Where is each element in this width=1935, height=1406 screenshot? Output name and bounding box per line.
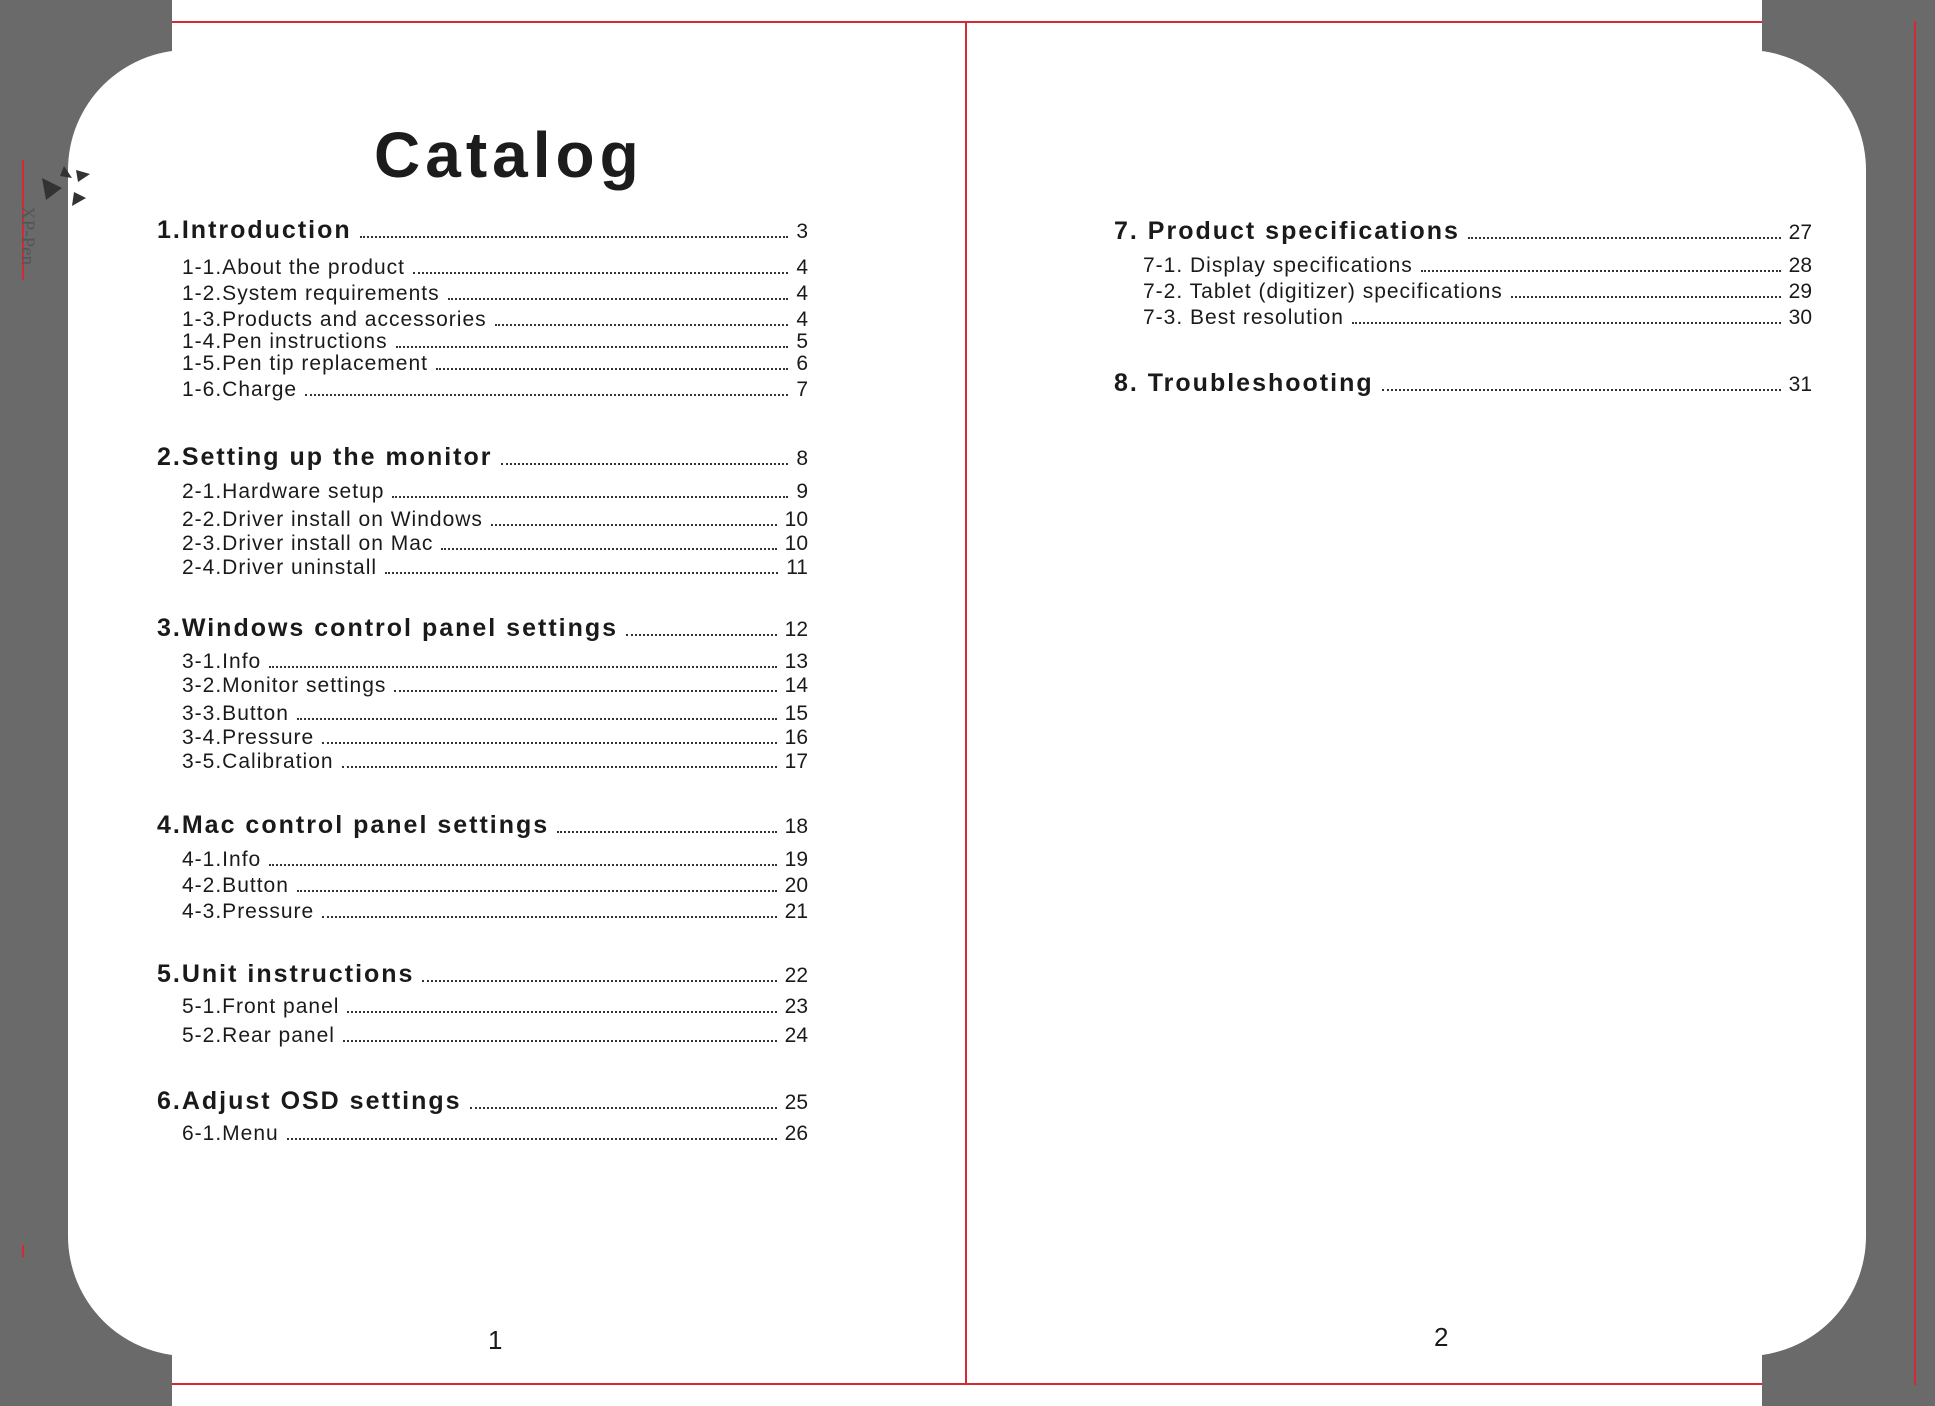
dot-leader (491, 523, 777, 526)
toc-item (182, 1024, 808, 1048)
toc-item-label: 7-2. Tablet (digitizer) specifications (1143, 280, 1503, 303)
toc-item-label: 5-2.Rear panel (182, 1024, 335, 1047)
toc-item-page: 19 (784, 848, 808, 871)
toc-item-page: 11 (786, 556, 808, 579)
toc-item-label: 2-3.Driver install on Mac (182, 532, 434, 555)
dot-leader (394, 689, 776, 692)
toc-item-page: 17 (784, 750, 808, 773)
toc-item-page: 30 (1788, 306, 1812, 329)
toc-item-label: 1-1.About the product (182, 256, 405, 279)
dot-leader (1352, 321, 1781, 324)
toc-item-page: 4 (796, 256, 808, 279)
toc-item-label: 3-5.Calibration (182, 750, 334, 773)
guide-bottom (172, 1383, 1762, 1385)
dot-leader (501, 462, 789, 465)
toc-item (182, 556, 808, 580)
toc-section-page: 12 (784, 618, 808, 641)
dot-leader (392, 495, 788, 498)
dot-leader (1421, 269, 1781, 272)
toc-section-label: 8. Troubleshooting (1114, 369, 1374, 397)
toc-item-label: 3-1.Info (182, 650, 262, 673)
toc-section-page: 27 (1788, 221, 1812, 244)
toc-item-label: 3-2.Monitor settings (182, 674, 387, 697)
toc-section-page: 18 (784, 815, 808, 838)
dot-leader (385, 571, 778, 574)
toc-item (182, 508, 808, 532)
toc-item-label: 1-6.Charge (182, 378, 298, 401)
xp-pen-logo-icon (40, 164, 92, 208)
toc-item (182, 282, 808, 306)
dot-leader (297, 717, 777, 720)
toc-item-label: 4-2.Button (182, 874, 289, 897)
dot-leader (495, 323, 789, 326)
dot-leader (342, 765, 777, 768)
toc-item-label: 4-1.Info (182, 848, 262, 871)
brand-label: XP-Pen (17, 206, 38, 266)
toc-item (182, 674, 808, 698)
page-title: Catalog (374, 119, 644, 191)
dot-leader (626, 633, 777, 636)
toc-item-label: 1-2.System requirements (182, 282, 440, 305)
toc-section (157, 216, 808, 245)
dot-leader (287, 1137, 777, 1140)
toc-item-label: 1-3.Products and accessories (182, 308, 487, 331)
toc-item-label: 2-1.Hardware setup (182, 480, 385, 503)
toc-item (182, 900, 808, 924)
left-page-number: 1 (488, 1325, 503, 1355)
toc-item-label: 5-1.Front panel (182, 995, 340, 1018)
toc-item (182, 352, 808, 376)
toc-item (182, 480, 808, 504)
toc-section-page: 3 (796, 220, 808, 243)
toc-section-page: 25 (784, 1091, 808, 1114)
toc-section-page: 22 (784, 964, 808, 987)
toc-item (182, 532, 808, 556)
toc-item (182, 750, 808, 774)
dot-leader (436, 367, 788, 370)
toc-item (182, 308, 808, 332)
toc-item-label: 1-4.Pen instructions (182, 330, 388, 353)
toc-section-label: 3.Windows control panel settings (157, 614, 619, 642)
dot-leader (360, 235, 789, 238)
guide-center (965, 21, 967, 1385)
toc-item-page: 4 (796, 308, 808, 331)
toc-item-page: 20 (784, 874, 808, 897)
toc-section (157, 1087, 808, 1116)
toc-item-page: 15 (784, 702, 808, 725)
dot-leader (347, 1010, 776, 1013)
dot-leader (269, 863, 776, 866)
dot-leader (448, 297, 789, 300)
guide-top (172, 21, 1762, 23)
toc-item-page: 28 (1788, 254, 1812, 277)
toc-section (157, 960, 808, 989)
toc-item-page: 14 (784, 674, 808, 697)
dot-leader (343, 1039, 777, 1042)
toc-section (157, 614, 808, 643)
toc-section-label: 6.Adjust OSD settings (157, 1087, 462, 1115)
toc-item (182, 702, 808, 726)
toc-item-page: 7 (796, 378, 808, 401)
toc-item (182, 256, 808, 280)
dot-leader (322, 915, 776, 918)
toc-item-page: 29 (1788, 280, 1812, 303)
toc-item-page: 6 (796, 352, 808, 375)
right-page-number: 2 (1434, 1322, 1449, 1352)
toc-item-label: 6-1.Menu (182, 1122, 279, 1145)
toc-item-label: 7-3. Best resolution (1143, 306, 1344, 329)
toc-section (1114, 217, 1812, 246)
dot-leader (441, 547, 776, 550)
toc-item-label: 4-3.Pressure (182, 900, 315, 923)
toc-item-page: 21 (784, 900, 808, 923)
toc-item-page: 9 (796, 480, 808, 503)
dot-leader (396, 345, 789, 348)
dot-leader (557, 830, 776, 833)
toc-item-page: 10 (784, 508, 808, 531)
toc-item (182, 726, 808, 750)
dot-leader (297, 889, 777, 892)
toc-item-page: 13 (784, 650, 808, 673)
toc-item (182, 650, 808, 674)
guide-left-bottom (22, 1245, 24, 1257)
guide-right-edge (1914, 21, 1916, 1385)
toc-section-label: 4.Mac control panel settings (157, 811, 550, 839)
toc-item-page: 24 (784, 1024, 808, 1047)
toc-item-page: 5 (796, 330, 808, 353)
toc-section-page: 31 (1788, 373, 1812, 396)
dot-leader (413, 271, 788, 274)
toc-item (1143, 306, 1812, 330)
toc-item-label: 2-4.Driver uninstall (182, 556, 378, 579)
toc-item (182, 1122, 808, 1146)
toc-section-label: 1.Introduction (157, 216, 352, 244)
toc-section (157, 443, 808, 472)
toc-item-page: 10 (784, 532, 808, 555)
toc-item (182, 874, 808, 898)
toc-item-label: 3-3.Button (182, 702, 289, 725)
dot-leader (1382, 388, 1781, 391)
toc-item (182, 848, 808, 872)
dot-leader (422, 979, 776, 982)
toc-item-page: 23 (784, 995, 808, 1018)
toc-section-label: 2.Setting up the monitor (157, 443, 493, 471)
toc-item (182, 378, 808, 402)
toc-section (1114, 369, 1812, 398)
dot-leader (470, 1106, 777, 1109)
toc-item (1143, 254, 1812, 278)
toc-item-label: 1-5.Pen tip replacement (182, 352, 428, 375)
toc-section-page: 8 (796, 447, 808, 470)
toc-item-label: 2-2.Driver install on Windows (182, 508, 483, 531)
toc-item-label: 3-4.Pressure (182, 726, 315, 749)
toc-item (182, 995, 808, 1019)
toc-item-label: 7-1. Display specifications (1143, 254, 1413, 277)
dot-leader (322, 741, 776, 744)
dot-leader (269, 665, 776, 668)
toc-section-label: 5.Unit instructions (157, 960, 415, 988)
toc-item (1143, 280, 1812, 304)
dot-leader (1511, 295, 1781, 298)
toc-section (157, 811, 808, 840)
toc-item-page: 26 (784, 1122, 808, 1145)
dot-leader (1468, 236, 1781, 239)
toc-section-label: 7. Product specifications (1114, 217, 1460, 245)
toc-item-page: 16 (784, 726, 808, 749)
toc-item-page: 4 (796, 282, 808, 305)
dot-leader (305, 393, 788, 396)
toc-item (182, 330, 808, 354)
